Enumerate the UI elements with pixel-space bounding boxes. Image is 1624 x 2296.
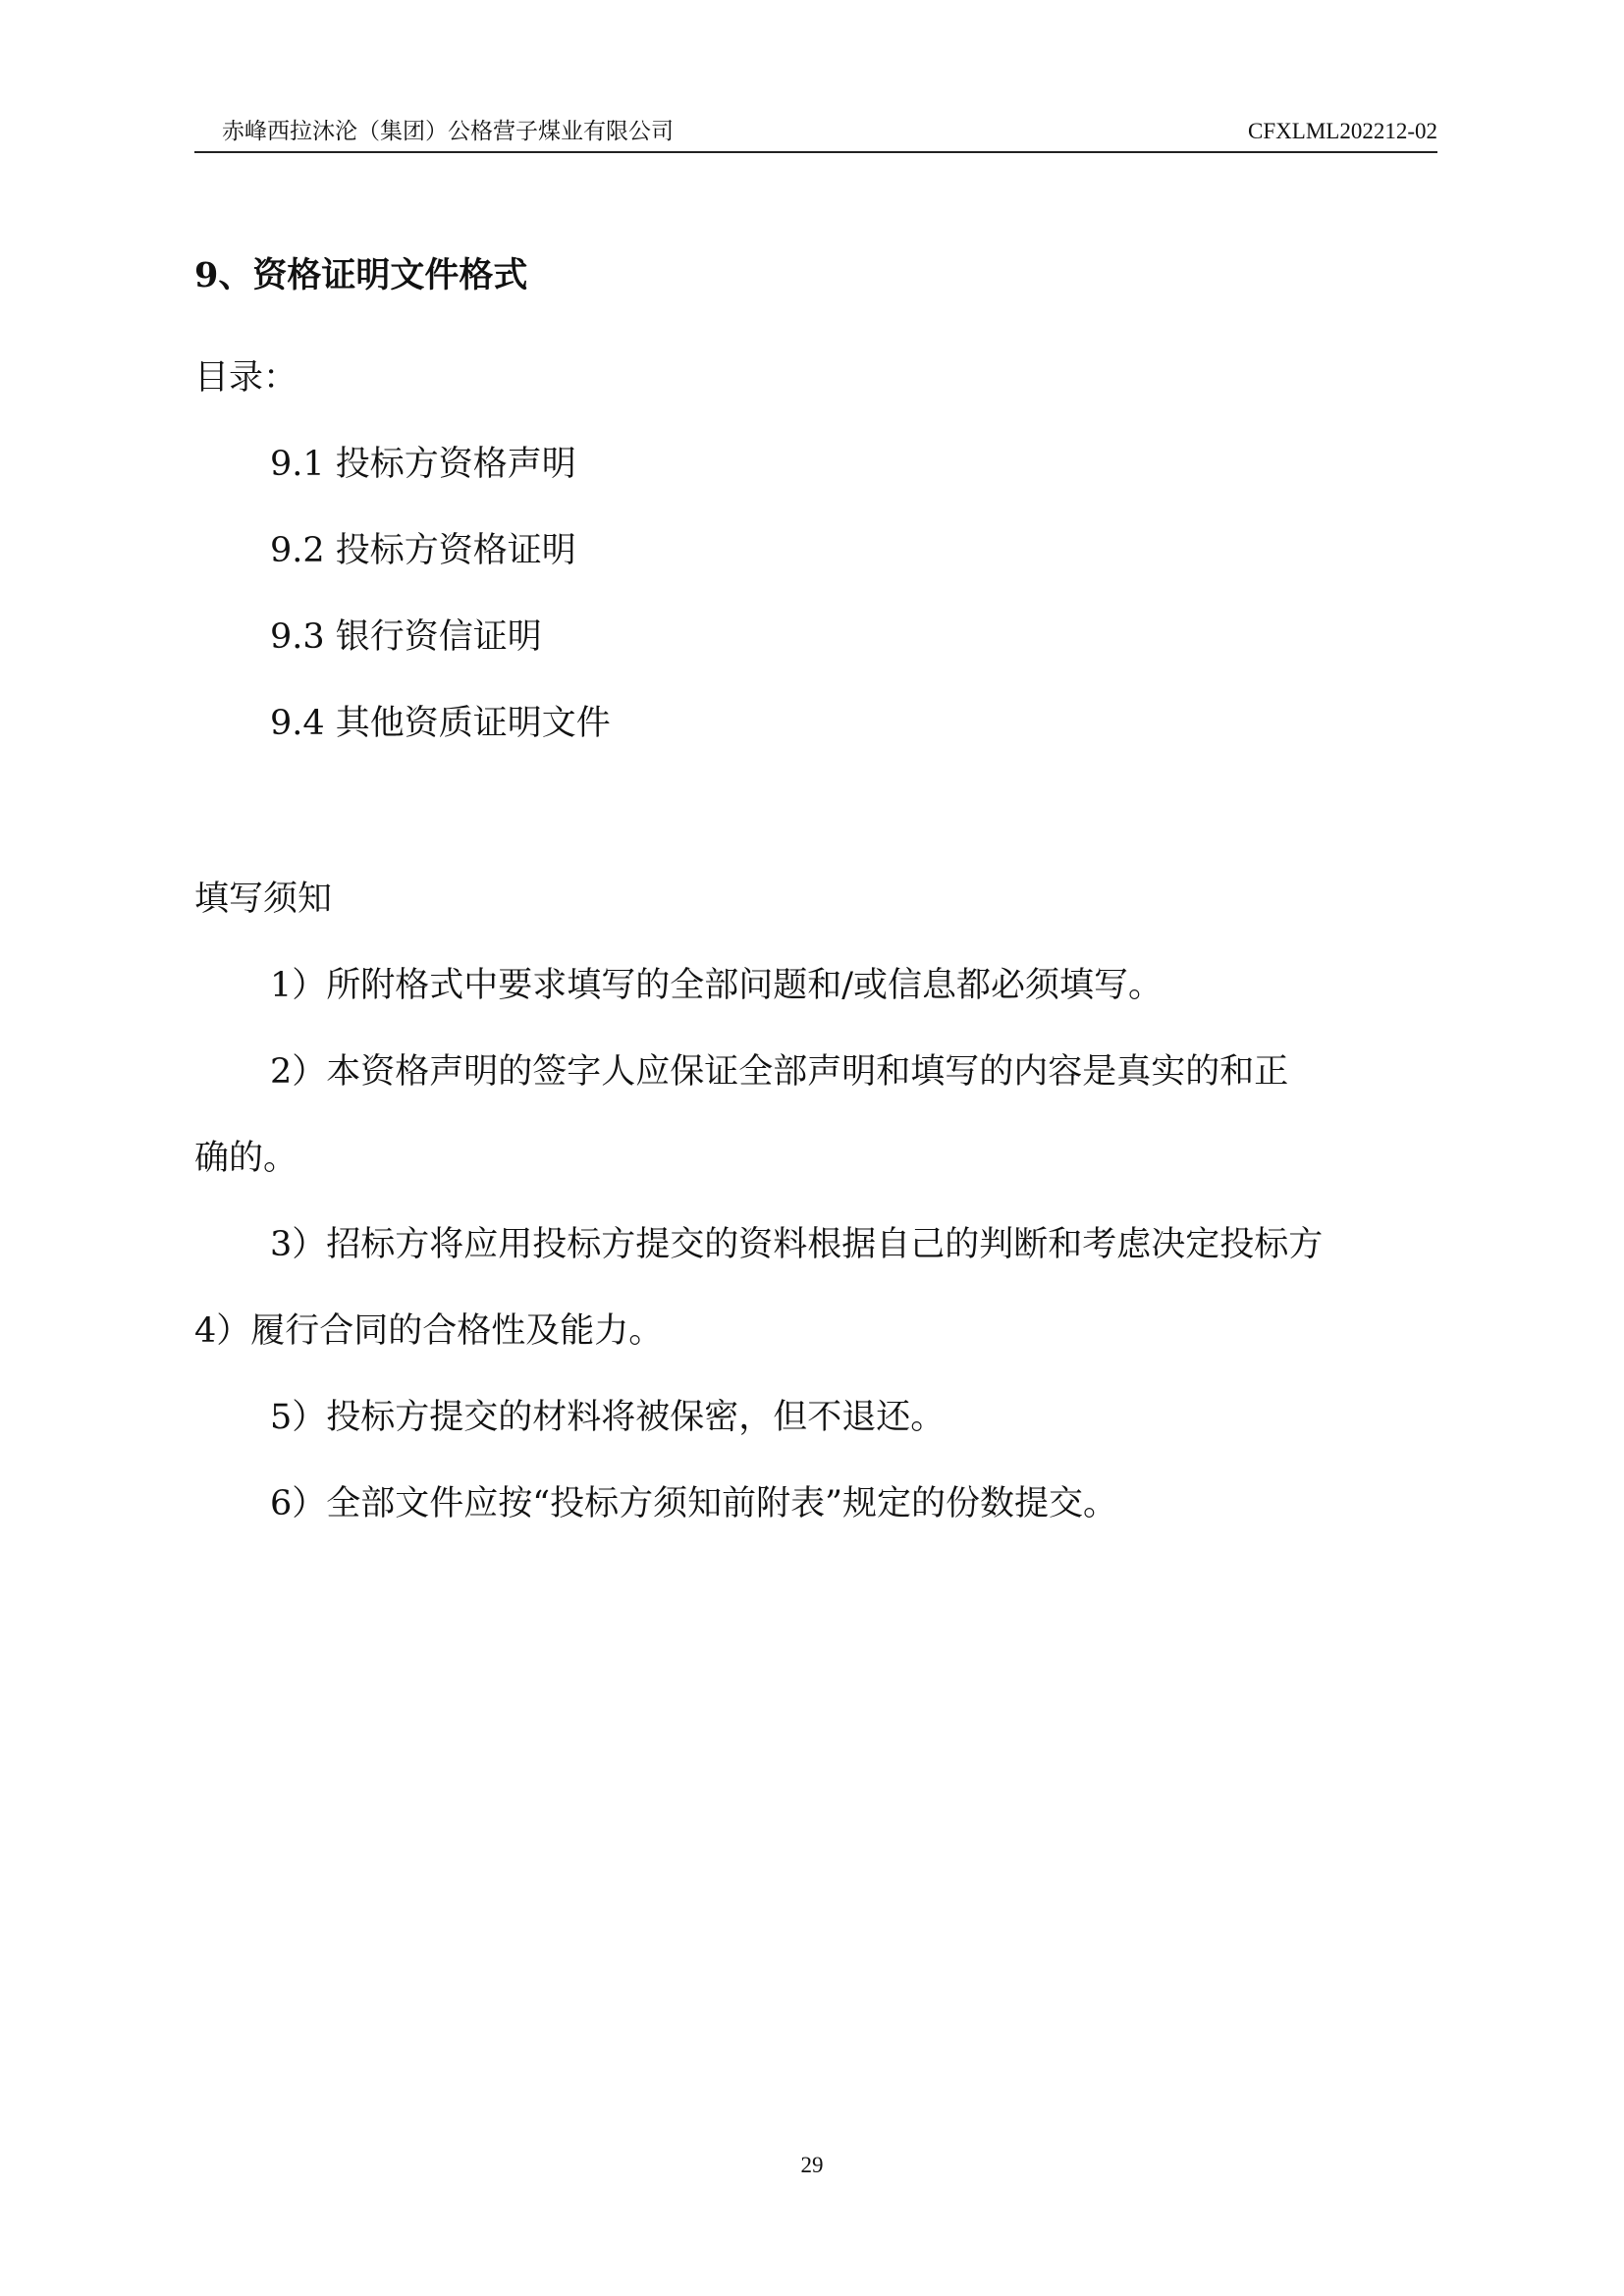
toc-item-9-3: 9.3 银行资信证明 bbox=[270, 617, 542, 657]
header-document-code: CFXLML202212-02 bbox=[1248, 119, 1437, 143]
notice-line-2-continued: 确的。 bbox=[194, 1139, 298, 1178]
section-title: 9、资格证明文件格式 bbox=[194, 255, 528, 295]
notice-line-1: 1）所附格式中要求填写的全部问题和/或信息都必须填写。 bbox=[270, 966, 1164, 1005]
notice-line-6: 6）全部文件应按“投标方须知前附表”规定的份数提交。 bbox=[270, 1484, 1118, 1523]
notice-line-3: 3）招标方将应用投标方提交的资料根据自己的判断和考虑决定投标方 bbox=[270, 1225, 1324, 1264]
header-company-name: 赤峰西拉沐沦（集团）公格营子煤业有限公司 bbox=[222, 119, 674, 144]
toc-item-9-1: 9.1 投标方资格声明 bbox=[270, 445, 576, 484]
notice-line-5: 5）投标方提交的材料将被保密，但不退还。 bbox=[270, 1398, 946, 1437]
notice-label: 填写须知 bbox=[194, 880, 333, 919]
notice-line-2: 2）本资格声明的签字人应保证全部声明和填写的内容是真实的和正 bbox=[270, 1052, 1289, 1092]
notice-line-4: 4）履行合同的合格性及能力。 bbox=[194, 1311, 664, 1351]
page-number: 29 bbox=[800, 2153, 824, 2177]
toc-item-9-2: 9.2 投标方资格证明 bbox=[270, 531, 576, 570]
toc-label: 目录： bbox=[194, 358, 298, 398]
page-header bbox=[194, 114, 1437, 153]
toc-item-9-4: 9.4 其他资质证明文件 bbox=[270, 704, 611, 743]
